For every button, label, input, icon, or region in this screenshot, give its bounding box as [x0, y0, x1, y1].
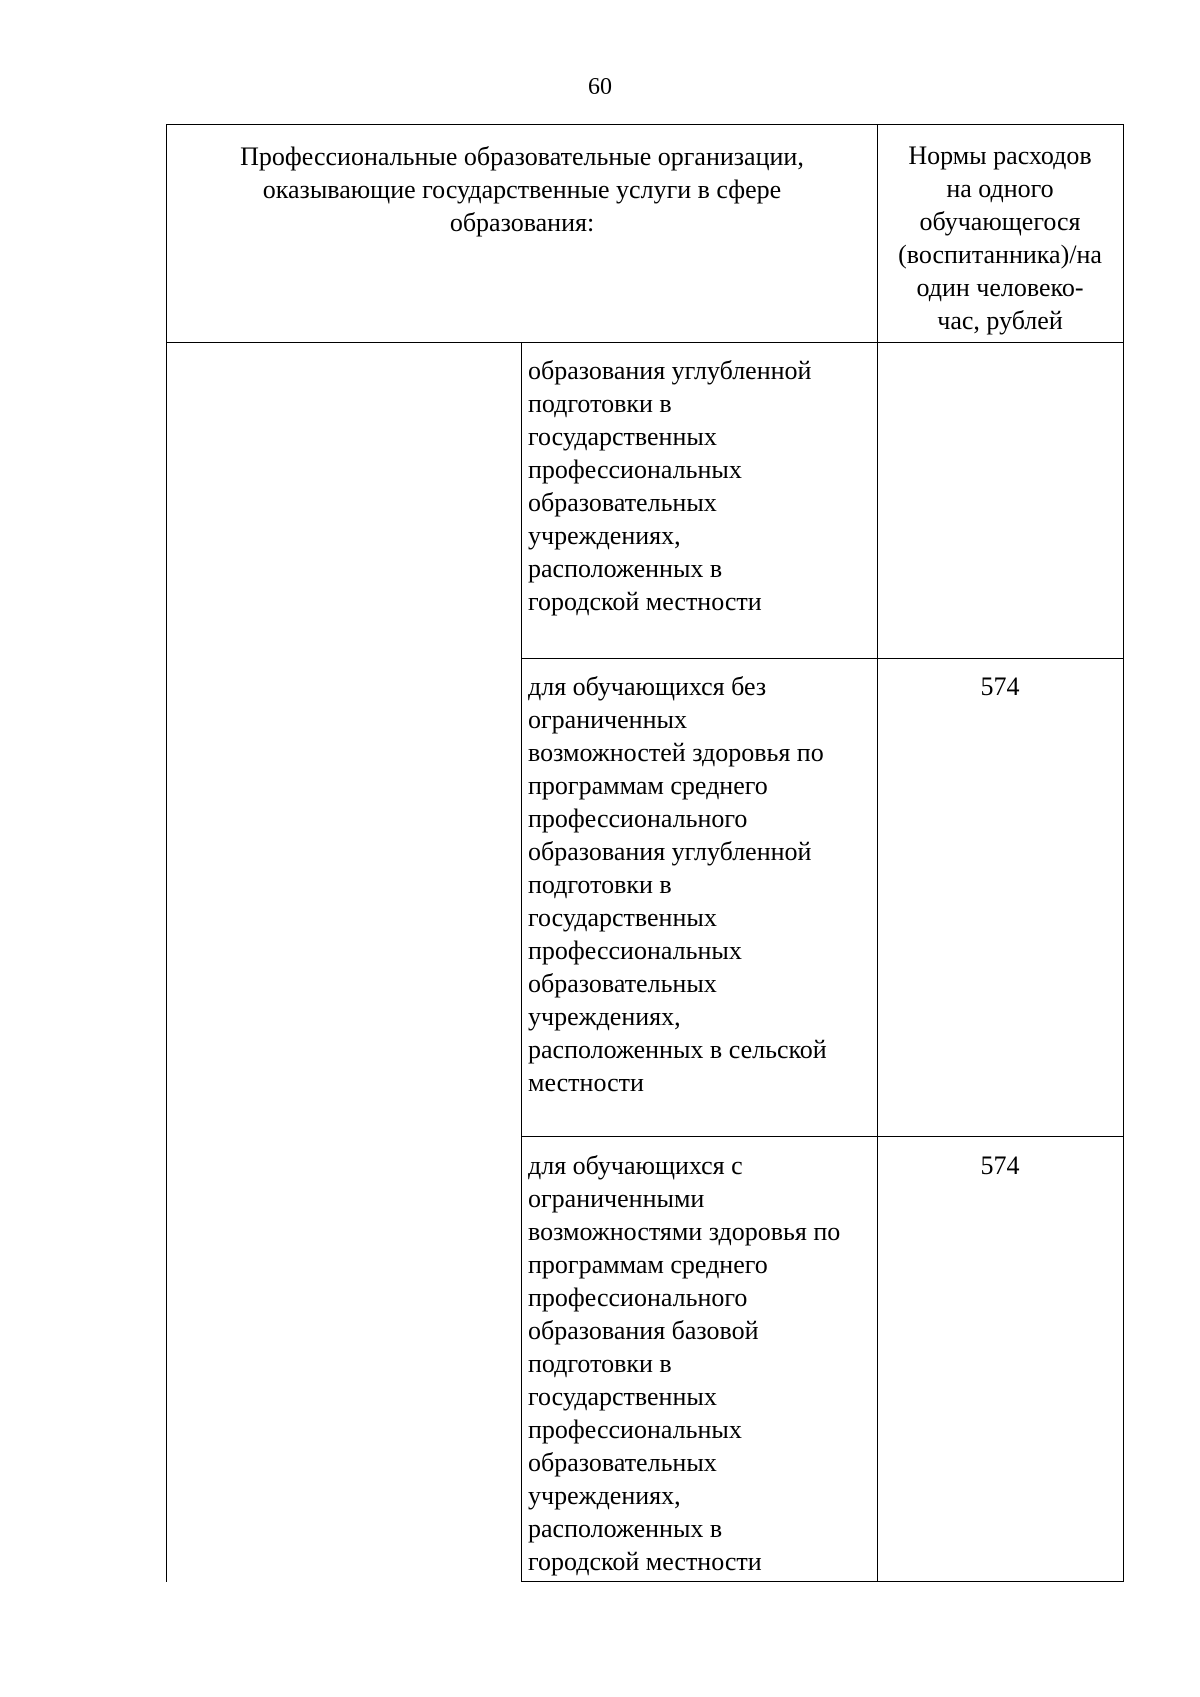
- description-line: образовательных: [528, 488, 717, 517]
- row-1-description: [528, 354, 878, 618]
- description-column-left-border: [521, 342, 522, 1582]
- row-3-value: 574: [980, 1151, 1020, 1180]
- row-2-description: [528, 670, 878, 1099]
- page-number: 60: [588, 74, 612, 100]
- description-line: для обучающихся с: [528, 1151, 743, 1180]
- table-top-border: [166, 124, 1124, 125]
- description-line: подготовки в: [528, 870, 672, 899]
- row-2-value: 574: [980, 672, 1020, 701]
- description-line: профессиональных: [528, 936, 742, 965]
- description-line: расположенных в сельской: [528, 1035, 827, 1064]
- table-right-border: [1123, 124, 1124, 1582]
- description-line: для обучающихся без: [528, 672, 767, 701]
- description-line: государственных: [528, 422, 717, 451]
- row-3-description: [528, 1149, 878, 1578]
- description-line: городской местности: [528, 1547, 762, 1576]
- row-1-bottom-border: [521, 658, 1124, 659]
- description-line: программам среднего: [528, 1250, 768, 1279]
- description-line: профессионального: [528, 1283, 748, 1312]
- header-right-line: обучающегося: [919, 207, 1081, 236]
- description-line: подготовки в: [528, 389, 672, 418]
- description-line: образования углубленной: [528, 837, 812, 866]
- description-line: образовательных: [528, 969, 717, 998]
- description-line: программам среднего: [528, 771, 768, 800]
- header-left-line: оказывающие государственные услуги в сфере: [262, 175, 782, 204]
- header-right-line: (воспитанника)/на: [898, 240, 1102, 269]
- description-line: образовательных: [528, 1448, 717, 1477]
- description-line: учреждениях,: [528, 1002, 681, 1031]
- description-line: учреждениях,: [528, 521, 681, 550]
- header-left-line: Профессиональные образовательные организации,: [240, 142, 804, 171]
- description-line: государственных: [528, 903, 717, 932]
- description-line: местности: [528, 1068, 644, 1097]
- description-line: городской местности: [528, 587, 762, 616]
- description-line: подготовки в: [528, 1349, 672, 1378]
- description-line: профессиональных: [528, 1415, 742, 1444]
- description-line: образования базовой: [528, 1316, 759, 1345]
- description-line: расположенных в: [528, 554, 723, 583]
- header-organizations: [167, 140, 877, 239]
- description-line: профессионального: [528, 804, 748, 833]
- header-right-line: Нормы расходов: [908, 141, 1092, 170]
- description-line: государственных: [528, 1382, 717, 1411]
- header-left-line: образования:: [449, 208, 595, 237]
- description-line: возможностями здоровья по: [528, 1217, 841, 1246]
- header-bottom-border: [166, 342, 1124, 343]
- header-right-line: один человеко-: [916, 273, 1084, 302]
- description-line: профессиональных: [528, 455, 742, 484]
- row-3-bottom-border: [521, 1581, 1124, 1582]
- description-line: ограниченными: [528, 1184, 705, 1213]
- header-right-line: на одного: [946, 174, 1054, 203]
- row-2-bottom-border: [521, 1136, 1124, 1137]
- header-right-line: час, рублей: [937, 306, 1063, 335]
- header-expense-norms: [880, 139, 1120, 337]
- table-left-border: [166, 124, 167, 1582]
- description-line: образования углубленной: [528, 356, 812, 385]
- description-line: учреждениях,: [528, 1481, 681, 1510]
- description-line: возможностей здоровья по: [528, 738, 824, 767]
- description-line: ограниченных: [528, 705, 687, 734]
- description-line: расположенных в: [528, 1514, 723, 1543]
